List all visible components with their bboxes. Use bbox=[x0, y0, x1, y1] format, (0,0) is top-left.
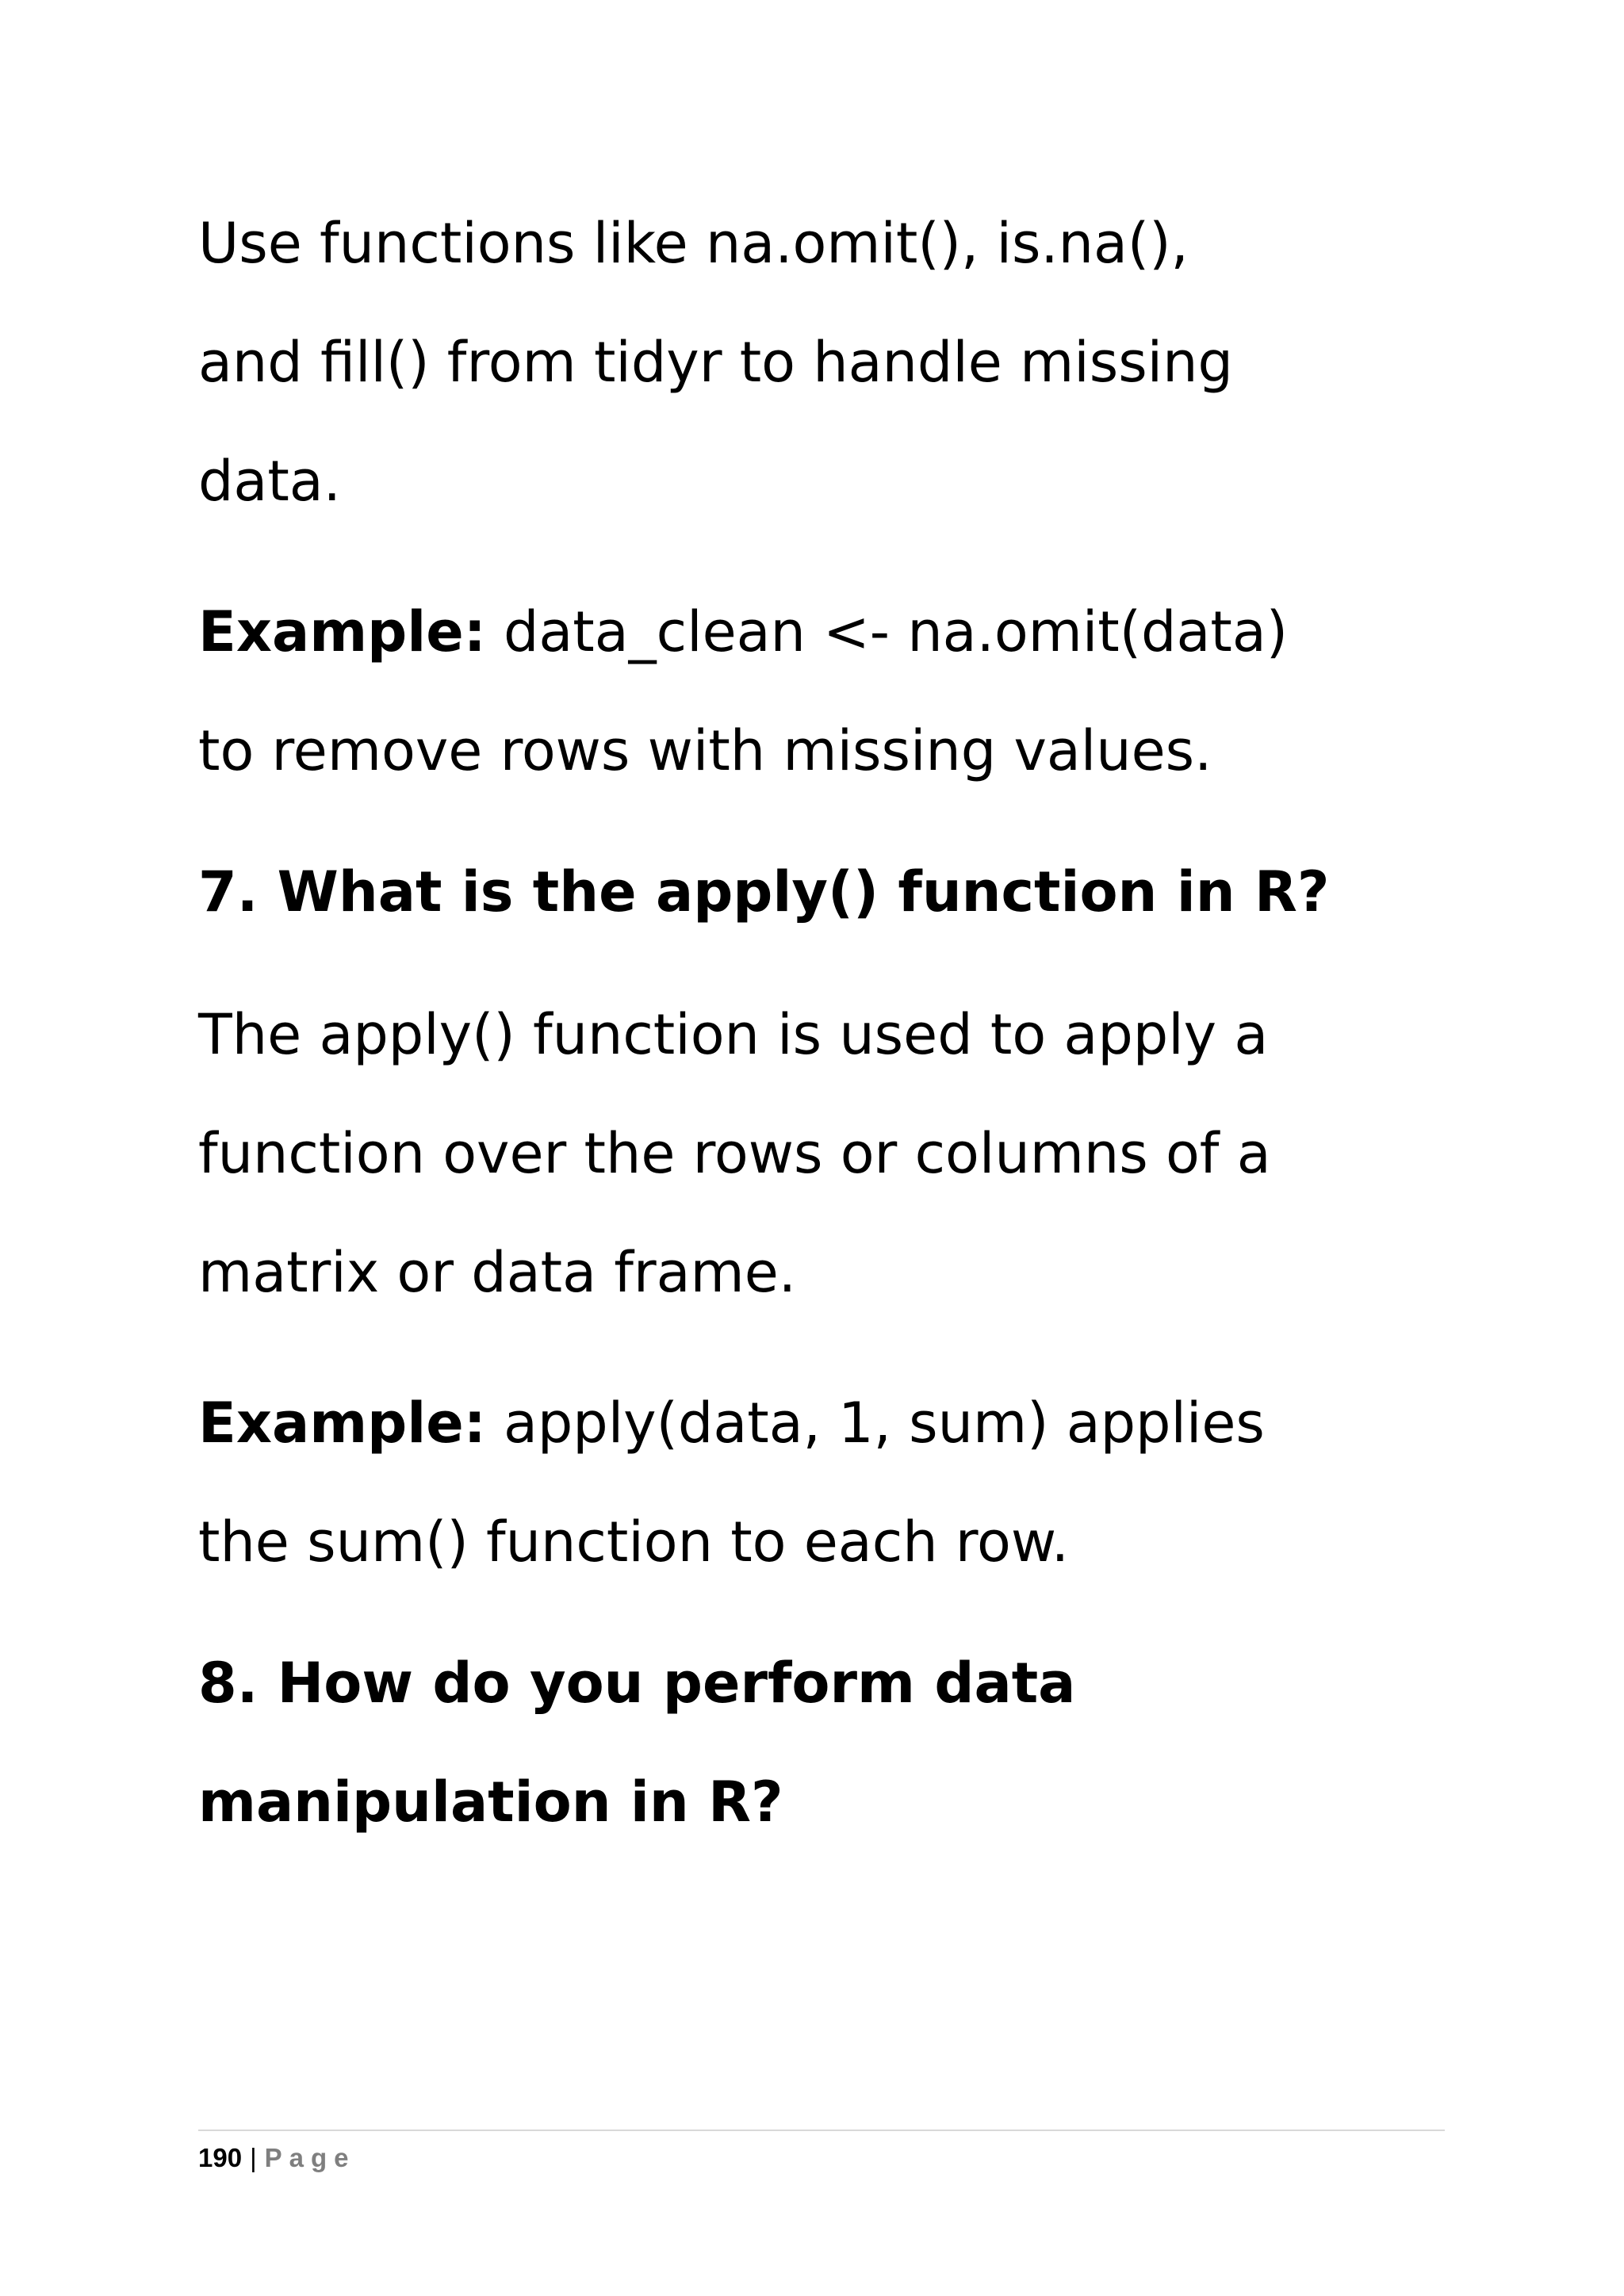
paragraph-apply bbox=[198, 975, 1451, 1332]
paragraph-line: function over the rows or columns of a bbox=[198, 1121, 1271, 1186]
heading-line: 8. How do you perform data bbox=[198, 1651, 1076, 1716]
paragraph-line: and fill() from tidyr to handle missing bbox=[198, 330, 1233, 395]
page-number: 190 bbox=[198, 2143, 243, 2172]
example-label: Example: bbox=[198, 1391, 486, 1456]
page-footer bbox=[198, 2142, 356, 2174]
example-apply bbox=[198, 1364, 1451, 1601]
example-code: data_clean <- na.omit(data) bbox=[485, 599, 1289, 664]
paragraph-line: The apply() function is used to apply a bbox=[198, 1002, 1269, 1067]
page-label: Page bbox=[264, 2143, 356, 2172]
heading-line: manipulation in R? bbox=[198, 1770, 783, 1835]
example-label: Example: bbox=[198, 599, 486, 664]
example-line: the sum() function to each row. bbox=[198, 1510, 1069, 1575]
question-7-heading bbox=[198, 832, 1451, 951]
example-line bbox=[198, 1364, 1451, 1483]
question-8-heading bbox=[198, 1624, 1451, 1862]
paragraph-line: matrix or data frame. bbox=[198, 1240, 797, 1305]
example-line: to remove rows with missing values. bbox=[198, 718, 1212, 783]
paragraph-line: Use functions like na.omit(), is.na(), bbox=[198, 211, 1189, 276]
footer-separator: | bbox=[250, 2143, 257, 2172]
paragraph-line: data. bbox=[198, 449, 341, 514]
paragraph-missing-data bbox=[198, 184, 1451, 541]
heading-line: 7. What is the apply() function in R? bbox=[198, 859, 1330, 924]
example-code: apply(data, 1, sum) applies bbox=[485, 1391, 1265, 1456]
example-line bbox=[198, 572, 1451, 691]
footer-divider bbox=[198, 2130, 1445, 2131]
example-missing-data bbox=[198, 572, 1451, 810]
